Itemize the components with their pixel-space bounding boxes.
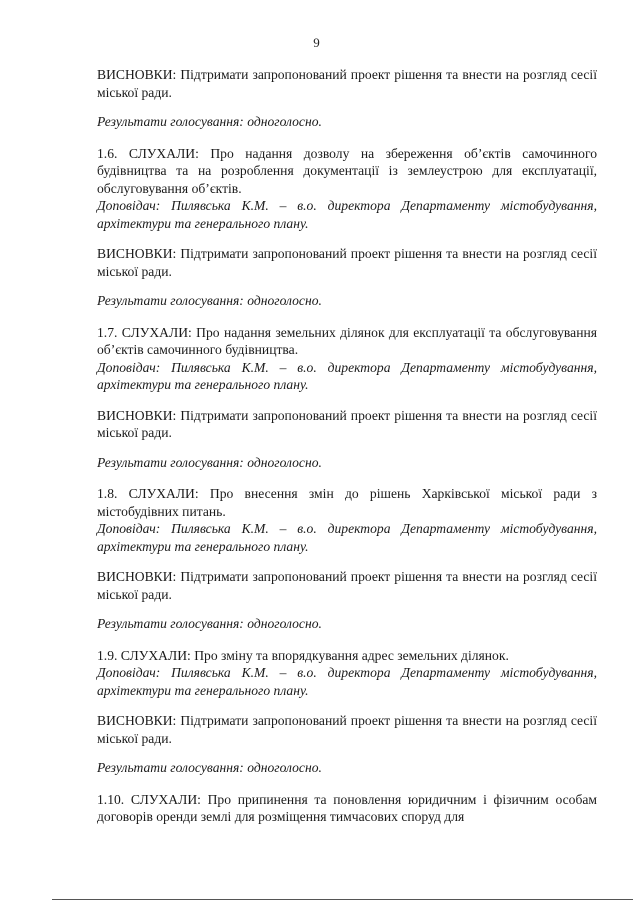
- vote-result: Результати голосування: одноголосно.: [97, 616, 322, 631]
- conclusion-paragraph: ВИСНОВКИ: Підтримати запропонований проект рішення та внести на розгляд сесії міської ради.: [97, 407, 597, 440]
- page-number: 9: [313, 35, 320, 50]
- vote-result: Результати голосування: одноголосно.: [97, 454, 322, 470]
- minutes-body: [97, 66, 597, 826]
- heard-item-1-7: 1.7. СЛУХАЛИ: Про надання земельних ділянок для експлуатації та обслуговування об’єктів самочинного будівництва.: [97, 324, 597, 357]
- speaker-line: Доповідач: Пилявська К.М. – в.о. директора Департаменту містобудування, архітектури та генерального плану.: [97, 521, 597, 554]
- vote-result: Результати голосування: одноголосно.: [97, 114, 322, 129]
- speaker-line: Доповідач: Пилявська К.М. – в.о. директора Департаменту містобудування, архітектури та генерального плану.: [97, 359, 597, 392]
- heard-item-1-6: 1.6. СЛУХАЛИ: Про надання дозволу на збереження об’єктів самочинного будівництва та на розроблення документації із землеустрою для експлуатації, обслуговування об’єктів.: [97, 145, 597, 196]
- speaker-line: Доповідач: Пилявська К.М. – в.о. директора Департаменту містобудування, архітектури та генерального плану.: [97, 198, 597, 231]
- conclusion-paragraph: ВИСНОВКИ: Підтримати запропонований проект рішення та внести на розгляд сесії міської ради.: [97, 246, 597, 279]
- heard-item-1-9: 1.9. СЛУХАЛИ: Про зміну та впорядкування адрес земельних ділянок.: [97, 647, 509, 663]
- vote-result: Результати голосування: одноголосно.: [97, 293, 322, 308]
- speaker-line: Доповідач: Пилявська К.М. – в.о. директора Департаменту містобудування, архітектури та генерального плану.: [97, 665, 597, 698]
- heard-item-1-10: 1.10. СЛУХАЛИ: Про припинення та поновлення юридичним і фізичним особам договорів оренди землі для розміщення тимчасових споруд для: [97, 791, 597, 824]
- conclusion-paragraph: ВИСНОВКИ: Підтримати запропонований проект рішення та внести на розгляд сесії міської ради.: [97, 569, 597, 602]
- conclusion-paragraph: ВИСНОВКИ: Підтримати запропонований проект рішення та внести на розгляд сесії міської ради.: [97, 713, 597, 746]
- page-bottom-edge: [52, 899, 633, 900]
- heard-item-1-8: 1.8. СЛУХАЛИ: Про внесення змін до рішень Харківської міської ради з містобудівних питань.: [97, 486, 597, 519]
- conclusion-paragraph: ВИСНОВКИ: Підтримати запропонований проект рішення та внести на розгляд сесії міської ради.: [97, 67, 597, 100]
- vote-result: Результати голосування: одноголосно.: [97, 760, 322, 775]
